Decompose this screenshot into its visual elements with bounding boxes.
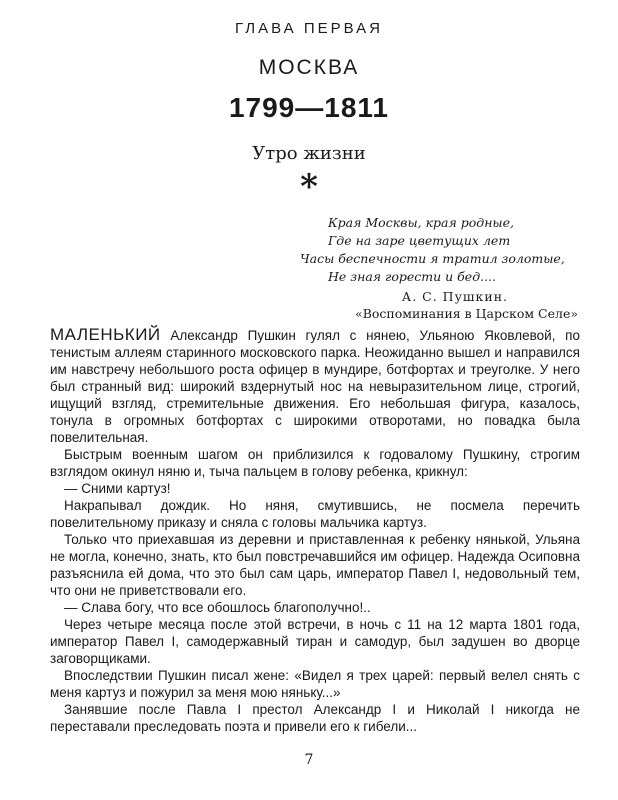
epigraph-line: Края Москвы, края родные,: [328, 215, 514, 230]
paragraph: Занявшие после Павла I престол Александр I и Николай I никогда не переставали преследовать поэта и привели его к гибели...: [50, 702, 580, 734]
body-text: [50, 326, 580, 735]
epigraph: [300, 214, 580, 286]
paragraph: — Слава богу, что все обошлось благополучно!..: [64, 600, 371, 615]
epigraph-line: Не зная горести и бед....: [328, 269, 497, 284]
drop-lead-word: МАЛЕНЬКИЙ: [50, 325, 161, 344]
epigraph-line: Часы беспечности я тратил золотые,: [300, 251, 565, 266]
paragraph: [50, 326, 580, 446]
paragraph: Накрапывал дождик. Но няня, смутившись, не посмела перечить повелительному приказу и сняла с головы мальчика картуз.: [50, 498, 580, 530]
epigraph-source: «Воспоминания в Царском Селе»: [355, 306, 578, 321]
paragraph: — Сними картуз!: [64, 481, 171, 496]
chapter-city: МОСКВА: [258, 56, 360, 79]
chapter-label: ГЛАВА ПЕРВАЯ: [235, 20, 383, 37]
chapter-subtitle: Утро жизни: [252, 143, 366, 164]
paragraph: Впоследствии Пушкин писал жене: «Видел я трех царей: первый велел снять с меня картуз и пожурил за меня мою няньку...»: [50, 668, 580, 700]
asterisk-ornament-icon: *: [300, 167, 318, 207]
chapter-years: 1799—1811: [228, 92, 390, 123]
paragraph: Быстрым военным шагом он приблизился к годовалому Пушкину, строгим взглядом окинул няню и, тыча пальцем в голову ребенка, крикнул:: [50, 447, 580, 479]
epigraph-line: Где на заре цветущих лет: [328, 233, 511, 248]
paragraph: Только что приехавшая из деревни и приставленная к ребенку нянькой, Ульяна не могла, конечно, знать, кто был повстречавшийся им офицер. Надежда Осиповна разъяснила ей дома, что это был сам царь, император Павел I, недовольный тем, что они не приветствовали его.: [50, 532, 580, 598]
paragraph: Через четыре месяца после этой встречи, в ночь с 11 на 12 марта 1801 года, император Павел I, самодержавный тиран и самодур, был задушен во дворце заговорщиками.: [50, 617, 580, 666]
epigraph-attribution: [310, 288, 578, 322]
page-number: 7: [304, 752, 314, 768]
epigraph-author: А. С. Пушкин.: [401, 289, 508, 304]
paragraph-text: Александр Пушкин гулял с нянею, Ульяною Яковлевой, по тенистым аллеям старинного московского парка. Неожиданно вышел и направился им навстречу небольшого роста офицер в мундире, ботфортах и треуголке. У него был странный вид: широкий вздернутый нос на невыразительном лице, строгий, ищущий взгляд, стремительные движения. Его небольшая фигура, казалось, тонула в огромных ботфортах с широкими отворотами, но повадка была повелительная.: [50, 328, 580, 445]
